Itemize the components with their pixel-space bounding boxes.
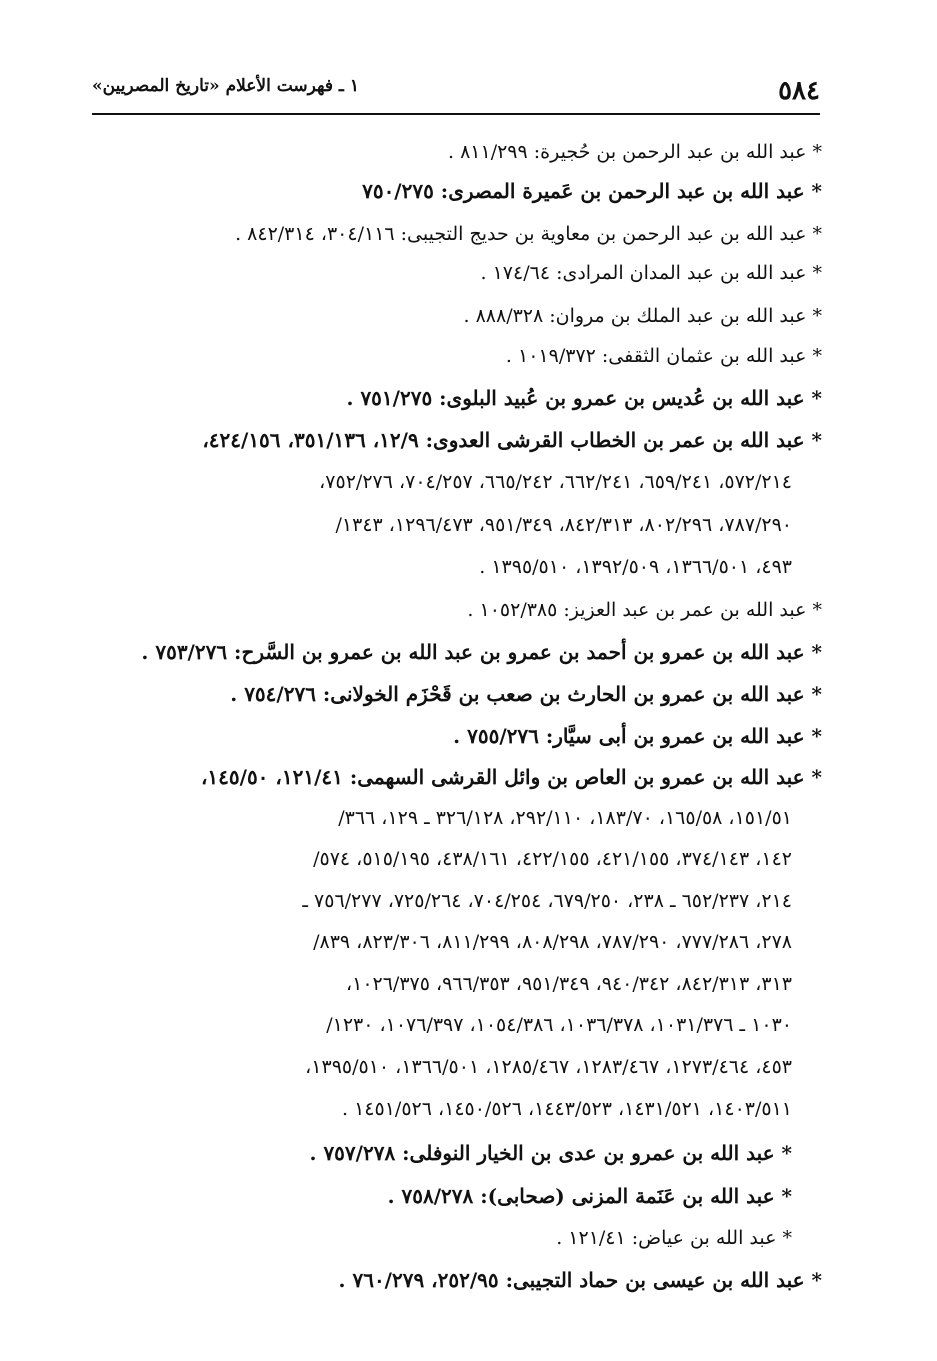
index-entry: * عبد الله بن عمرو بن أبى سيَّار: ٧٥٥/٢٧٦ . bbox=[453, 724, 822, 748]
index-entry: * عبد الله بن عمرو بن عدى بن الخيار النوفلى: ٧٥٧/٢٧٨ . bbox=[309, 1141, 792, 1165]
header-rule bbox=[92, 113, 820, 115]
index-entry: * عبد الله بن عثمان الثقفى: ١٠١٩/٣٧٢ . bbox=[505, 345, 822, 367]
running-title: ١ ـ فهرست الأعلام «تاريخ المصريين» bbox=[92, 76, 359, 96]
page-header bbox=[92, 72, 820, 112]
index-entry: * عبد الله بن عمرو بن أحمد بن عمرو بن عبد الله بن عمرو بن السَّرح: ٧٥٣/٢٧٦ . bbox=[141, 640, 822, 664]
index-entry-continuation: ٤٩٣، ١٣٦٦/٥٠١، ١٣٩٢/٥٠٩، ١٣٩٥/٥١٠ . bbox=[479, 556, 792, 578]
index-entry-continuation: ٢١٤، ٦٥٢/٢٣٧ ـ ٢٣٨، ٦٧٩/٢٥٠، ٧٠٤/٢٥٤، ٧٢٥/٢٦٤، ٧٥٦/٢٧٧ ـ bbox=[302, 890, 792, 912]
index-entry-continuation: ١٥١/٥١، ١٦٥/٥٨، ١٨٣/٧٠، ٢٩٢/١١٠، ٣٢٦/١٢٨ ـ ١٢٩، ٣٦٦/ bbox=[338, 807, 792, 829]
index-entry-continuation: ٣١٣، ٨٤٢/٣١٣، ٩٤٠/٣٤٢، ٩٥١/٣٤٩، ٩٦٦/٣٥٣، ١٠٢٦/٣٧٥، bbox=[345, 973, 792, 995]
index-entry: * عبد الله بن عيسى بن حماد التجيبى: ٢٥٢/٩٥، ٧٦٠/٢٧٩ . bbox=[338, 1268, 822, 1292]
index-entry: * عبد الله بن عمرو بن الحارث بن صعب بن قَحْزَم الخولانى: ٧٥٤/٢٧٦ . bbox=[230, 682, 822, 706]
index-entry-continuation: ١٤٢، ٣٧٤/١٤٣، ٤٢١/١٥٥، ٤٢٢/١٥٥، ٤٣٨/١٦١، ٥١٥/١٩٥، ٥٧٤/ bbox=[313, 848, 792, 870]
index-entry: * عبد الله بن عبد الرحمن بن معاوية بن حديج التجيبى: ٣٠٤/١١٦، ٨٤٢/٣١٤ . bbox=[235, 223, 822, 245]
index-entry: * عبد الله بن عبد الرحمن بن حُجيرة: ٨١١/٢٩٩ . bbox=[447, 141, 822, 163]
index-entry-continuation: ٧٨٧/٢٩٠، ٨٠٢/٢٩٦، ٨٤٢/٣١٣، ٩٥١/٣٤٩، ١٢٩٦/٤٧٣، ١٣٤٣/ bbox=[335, 514, 792, 536]
index-entry-continuation: ٥٧٢/٢١٤، ٦٥٩/٢٤١، ٦٦٢/٢٤١، ٦٦٥/٢٤٢، ٧٠٤/٢٥٧، ٧٥٢/٢٧٦، bbox=[319, 471, 792, 493]
index-entry-continuation: ٤٥٣، ١٢٧٣/٤٦٤، ١٢٨٣/٤٦٧، ١٢٨٥/٤٦٧، ١٣٦٦/٥٠١، ١٣٩٥/٥١٠، bbox=[305, 1056, 792, 1078]
index-entry: * عبد الله بن عمر بن عبد العزيز: ١٠٥٢/٣٨٥ . bbox=[467, 599, 822, 621]
index-entry: * عبد الله بن عمر بن الخطاب القرشى العدوى: ١٢/٩، ٣٥١/١٣٦، ٤٢٤/١٥٦، bbox=[202, 428, 822, 452]
index-entry-continuation: ١٤٠٣/٥١١، ١٤٣١/٥٢١، ١٤٤٣/٥٢٣، ١٤٥٠/٥٢٦، ١٤٥١/٥٢٦ . bbox=[342, 1098, 792, 1120]
index-entry: * عبد الله بن عبد الرحمن بن عَميرة المصرى: ٧٥٠/٢٧٥ bbox=[362, 179, 822, 203]
index-entry: * عبد الله بن عبد الملك بن مروان: ٨٨٨/٣٢٨ . bbox=[463, 305, 822, 327]
index-entry: * عبد الله بن عُديس بن عمرو بن عُبيد البلوى: ٧٥١/٢٧٥ . bbox=[346, 386, 822, 410]
page-number: ٥٨٤ bbox=[778, 76, 820, 106]
index-entry: * عبد الله بن عياض: ١٢١/٤١ . bbox=[556, 1227, 792, 1249]
index-entry: * عبد الله بن عَنَمة المزنى (صحابى): ٧٥٨/٢٧٨ . bbox=[387, 1184, 792, 1208]
index-entry: * عبد الله بن عبد المدان المرادى: ١٧٤/٦٤ . bbox=[480, 262, 822, 284]
index-entry-continuation: ٢٧٨، ٧٧٧/٢٨٦، ٧٨٧/٢٩٠، ٨٠٨/٢٩٨، ٨١١/٢٩٩، ٨٢٣/٣٠٦، ٨٣٩/ bbox=[313, 931, 792, 953]
index-entry-continuation: ١٠٣٠ ـ ١٠٣١/٣٧٦، ١٠٣٦/٣٧٨، ١٠٥٤/٣٨٦، ١٠٧٦/٣٩٧، ١٢٣٠/ bbox=[326, 1014, 792, 1036]
index-entry: * عبد الله بن عمرو بن العاص بن وائل القرشى السهمى: ١٢١/٤١، ١٤٥/٥٠، bbox=[200, 765, 822, 789]
